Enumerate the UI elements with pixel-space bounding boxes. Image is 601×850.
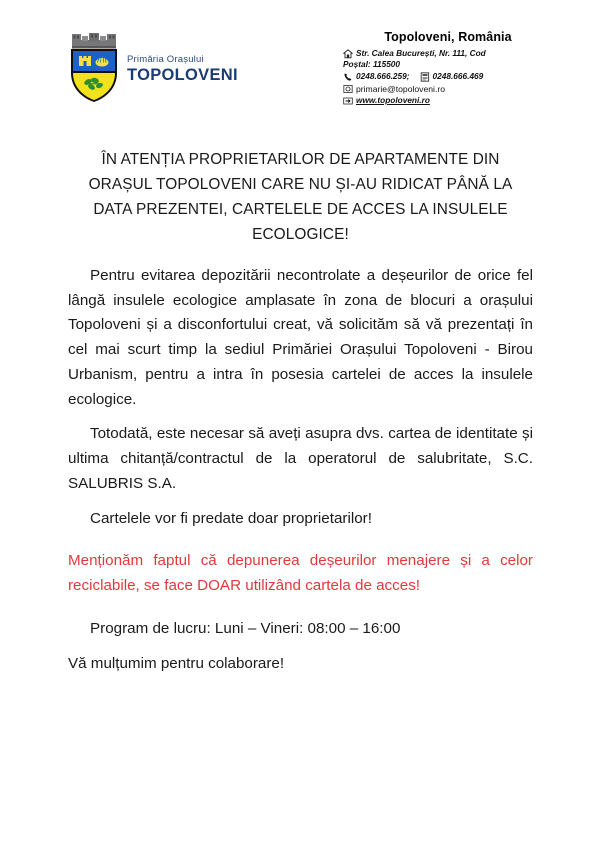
contact-phone: 0248.666.259; (356, 71, 410, 82)
phone-icon (343, 72, 353, 82)
contact-address-line2-row (343, 59, 553, 71)
contact-address-line1: Str. Calea București, Nr. 111, Cod (356, 47, 486, 58)
logo-wordmark (127, 49, 238, 84)
contact-phone-fax-line (343, 71, 553, 83)
paragraph-4-warning: Menționăm faptul că depunerea deșeurilor menajere și a celor reciclabile, se face DOAR utilizând cartela de acces! (68, 552, 533, 595)
contact-block (343, 30, 553, 107)
municipality-logo (68, 30, 238, 104)
paragraph-1: Pentru evitarea depozitării necontrolate a deșeurilor de orice fel lângă insulele ecologice amplasate în zona de blocuri a orașului Topoloveni și a disconfortului creat, vă solicităm să vă prezentați în cel mai scurt timp la sediul Primăriei Orașului Topoloveni - Birou Urbanism, pentru a intra în posesia cartelei de acces la insulele ecologice. (68, 266, 533, 408)
contact-website-line[interactable] (343, 95, 553, 107)
fax-icon (420, 72, 430, 82)
email-icon (343, 84, 353, 94)
paragraph-5-schedule: Program de lucru: Luni – Vineri: 08:00 – 16:00 (90, 620, 401, 637)
contact-website[interactable]: www.topoloveni.ro (356, 95, 430, 106)
contact-fax: 0248.666.469 (432, 71, 484, 82)
logo-line-1: Primăria Orașului (127, 54, 204, 66)
contact-title: Topoloveni, România (384, 30, 512, 44)
logo-line-2: TOPOLOVENI (127, 66, 238, 85)
contact-address-line (343, 48, 553, 60)
home-icon (343, 49, 353, 59)
paragraph-6-closing: Vă mulțumim pentru colaborare! (68, 654, 285, 672)
link-arrow-icon (343, 96, 353, 106)
paragraph-2: Totodată, este necesar să aveți asupra dvs. cartea de identitate și ultima chitanță/contractul de la operatorul de salubritate, S.C. SALUBRIS S.A. (68, 425, 533, 492)
topoloveni-coat-of-arms-icon (68, 30, 120, 104)
document-body (68, 148, 533, 677)
contact-address-line2: Poștal: 115500 (343, 59, 401, 70)
page-title: ÎN ATENȚIA PROPRIETARILOR DE APARTAMENTE DIN ORAȘUL TOPOLOVENI CARE NU ȘI-AU RIDICAT PÂNĂ LA DATA PREZENTEI, CARTELELE DE ACCES LA INSULELE ECOLOGICE! (88, 151, 513, 243)
paragraph-3: Cartelele vor fi predate doar proprietarilor! (90, 509, 372, 527)
document-header (0, 0, 601, 128)
contact-email[interactable]: primarie@topoloveni.ro (356, 83, 445, 94)
contact-email-line[interactable] (343, 83, 553, 95)
